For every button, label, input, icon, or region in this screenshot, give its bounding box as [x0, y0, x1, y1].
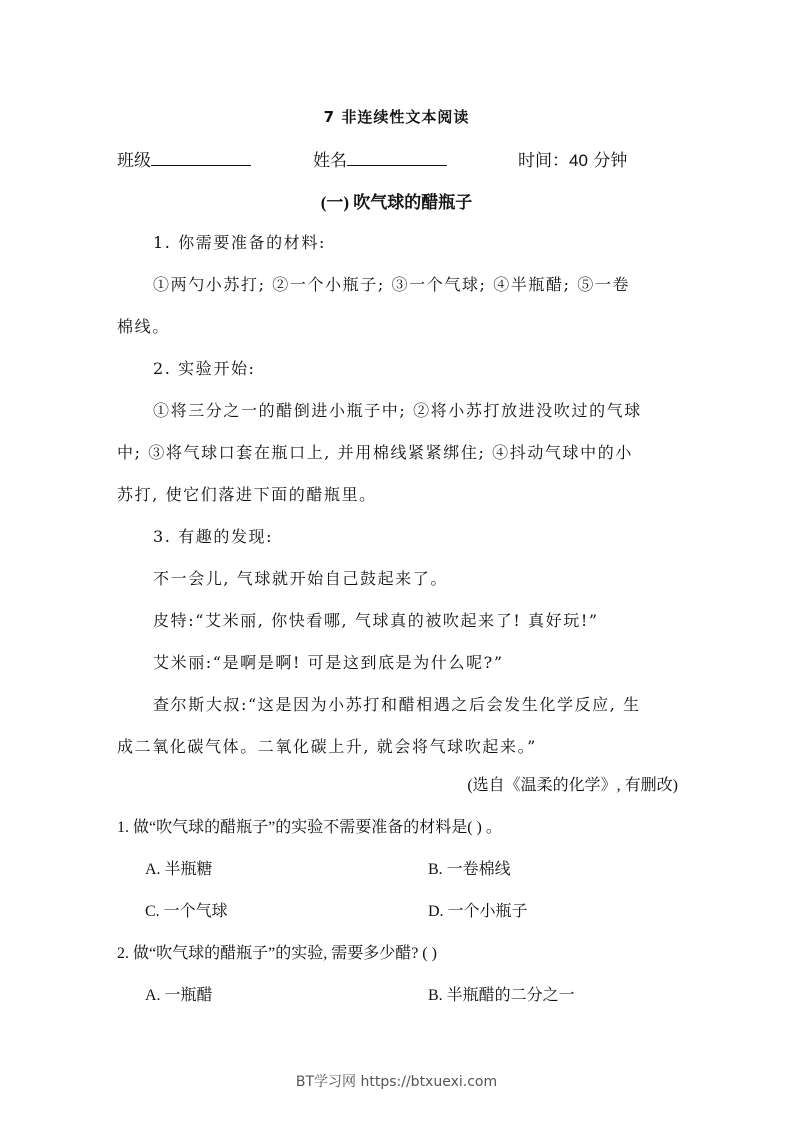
part3-line4: 查尔斯大叔:“这是因为小苏打和醋相遇之后会发生化学反应, 生	[153, 695, 641, 714]
part3-line1: 不一会儿, 气球就开始自己鼓起来了。	[153, 569, 448, 588]
source-citation: (选自《温柔的化学》, 有删改)	[467, 777, 678, 794]
part3-heading: 3. 有趣的发现:	[153, 527, 274, 546]
footer-watermark: BT学习网 https://btxuexi.com	[295, 1074, 498, 1090]
part2-line3: 苏打, 使它们落进下面的醋瓶里。	[117, 485, 377, 504]
class-label: 班级	[117, 151, 151, 171]
part2-line2: 中; ③将气球口套在瓶口上, 并用棉线紧紧绑住; ④抖动气球中的小	[117, 443, 633, 462]
part2-line1: ①将三分之一的醋倒进小瓶子中; ②将小苏打放进没吹过的气球	[153, 401, 642, 420]
question-2-option-a[interactable]: A. 一瓶醋	[145, 987, 213, 1004]
question-1-option-c[interactable]: C. 一个气球	[145, 903, 228, 920]
class-field	[117, 146, 251, 171]
question-1-stem: 1. 做“吹气球的醋瓶子”的实验不需要准备的材料是( ) 。	[117, 819, 502, 836]
part3-line3: 艾米丽:“是啊是啊! 可是这到底是为什么呢?”	[153, 653, 504, 672]
document-title: 7 非连续性文本阅读	[323, 108, 470, 126]
part3-line2: 皮特:“艾米丽, 你快看哪, 气球真的被吹起来了! 真好玩!”	[153, 611, 599, 630]
part1-heading: 1. 你需要准备的材料:	[153, 233, 326, 252]
section-title: (一) 吹气球的醋瓶子	[320, 193, 473, 212]
question-1-option-d[interactable]: D. 一个小瓶子	[428, 903, 528, 920]
part1-line1: ①两勺小苏打; ②一个小瓶子; ③一个气球; ④半瓶醋; ⑤一卷	[153, 275, 631, 294]
name-blank[interactable]	[347, 149, 447, 166]
question-1-option-a[interactable]: A. 半瓶糖	[145, 861, 213, 878]
time-value: 40	[569, 151, 588, 170]
question-2-stem: 2. 做“吹气球的醋瓶子”的实验, 需要多少醋? ( )	[117, 945, 437, 962]
name-field	[313, 146, 447, 171]
part3-line5: 成二氧化碳气体。二氧化碳上升, 就会将气球吹起来。”	[117, 737, 537, 756]
name-label: 姓名	[313, 151, 347, 171]
time-unit: 分钟	[587, 151, 628, 171]
question-1-option-b[interactable]: B. 一卷棉线	[428, 861, 511, 878]
question-2-option-b[interactable]: B. 半瓶醋的二分之一	[428, 987, 575, 1004]
part2-heading: 2. 实验开始:	[153, 359, 256, 378]
class-blank[interactable]	[151, 149, 251, 166]
part1-line2: 棉线。	[117, 317, 170, 336]
time-label: 时间：	[518, 151, 569, 171]
time-field	[518, 146, 627, 171]
